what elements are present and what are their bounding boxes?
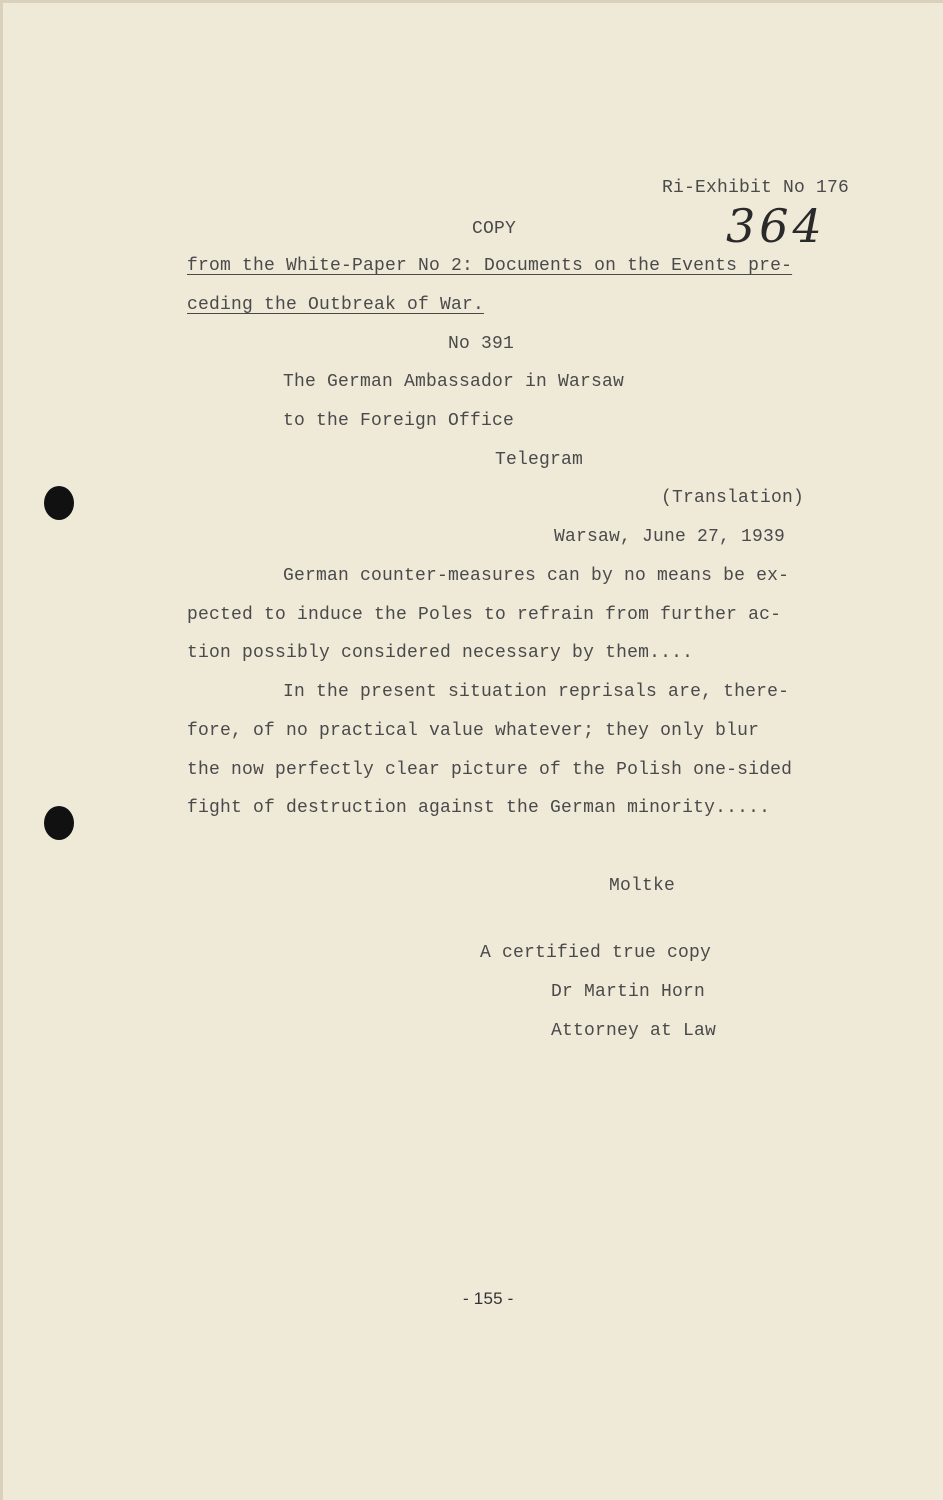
source-line-1: from the White-Paper No 2: Documents on the Events pre-	[187, 256, 793, 276]
copy-label: COPY	[472, 219, 517, 239]
punch-hole-bottom	[44, 806, 74, 840]
punch-hole-top	[44, 486, 74, 520]
page-number: - 155 -	[463, 1289, 514, 1308]
source-line-2: ceding the Outbreak of War.	[187, 295, 485, 315]
body-line: fore, of no practical value whatever; they only blur	[187, 721, 760, 741]
body-line: fight of destruction against the German minority.....	[187, 798, 771, 818]
body-line: the now perfectly clear picture of the Polish one-sided	[187, 760, 793, 780]
body-line: In the present situation reprisals are, there-	[283, 682, 790, 702]
certification-line: A certified true copy	[480, 943, 712, 963]
place-date: Warsaw, June 27, 1939	[554, 527, 786, 547]
page-edge-top	[0, 0, 943, 3]
sender-line-2: to the Foreign Office	[283, 411, 515, 431]
body-line: tion possibly considered necessary by them....	[187, 643, 694, 663]
body-line: pected to induce the Poles to refrain from further ac-	[187, 605, 782, 625]
document-type: Telegram	[495, 450, 584, 470]
signature: Moltke	[609, 876, 676, 896]
certifier-name: Dr Martin Horn	[551, 982, 706, 1002]
sender-line-1: The German Ambassador in Warsaw	[283, 372, 625, 392]
certifier-title: Attorney at Law	[551, 1021, 717, 1041]
handwritten-number: 364	[726, 199, 826, 253]
page-edge-left	[0, 0, 3, 1500]
document-number: No 391	[448, 334, 515, 354]
body-line: German counter-measures can by no means be ex-	[283, 566, 790, 586]
exhibit-label: Ri-Exhibit No 176	[662, 178, 850, 198]
translation-note: (Translation)	[661, 488, 805, 508]
